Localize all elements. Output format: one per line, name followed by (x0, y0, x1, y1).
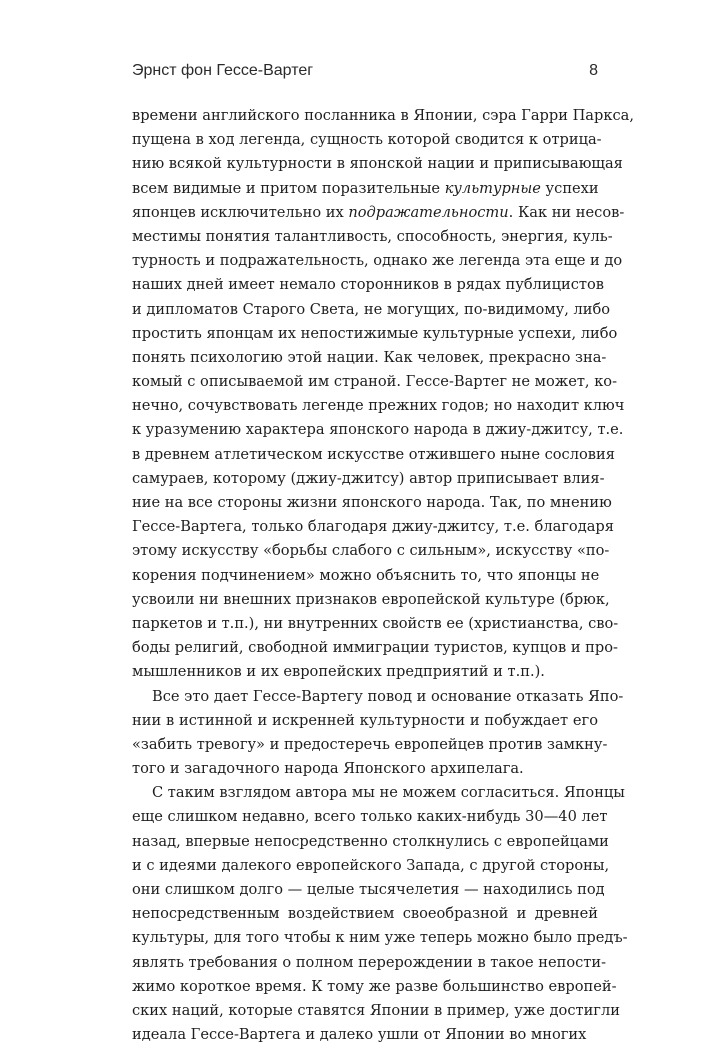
emphasis-text: подражательности (348, 203, 509, 221)
text-line: комый с описываемой им страной. Гессе-Вартег не может, ко- (132, 373, 618, 391)
text-line: и с идеями далекого европейского Запада, с другой стороны, (132, 856, 610, 874)
page-number: 8 (589, 62, 598, 79)
text-line: они слишком долго — целые тысячелетия — находились под (132, 881, 605, 898)
text-line: наших дней имеет немало сторонников в рядах публицистов (132, 276, 605, 294)
text-line: нию всякой культурности в японской нации и приписывающая (132, 155, 623, 173)
text-line: местимы понятия талантливость, способность, энергия, куль- (132, 227, 613, 245)
text-line: С таким взглядом автора мы не можем согласиться. Японцы (152, 784, 625, 802)
text-line: турность и подражательность, однако же легенда эта еще и до (132, 252, 623, 270)
text-line: ских наций, которые ставятся Японии в пример, уже достигли (132, 1001, 620, 1019)
text-line: к уразумению характера японского народа в джиу-джитсу, т.е. (132, 421, 624, 439)
text-line: Гессе-Вартега, только благодаря джиу-джитсу, т.е. благодаря (132, 518, 614, 536)
paragraph (132, 685, 624, 782)
text-line: того и загадочного народа Японского архипелага. (132, 760, 524, 778)
text-line: культуры, для того чтобы к ним уже теперь можно было предъ- (132, 929, 628, 947)
emphasis-text: культурные (444, 179, 541, 197)
text-line: времени английского посланника в Японии, сэра Гарри Паркса, (132, 107, 634, 124)
author-name: Эрнст фон Гессе-Вартег (132, 62, 314, 79)
text-line: непосредственным воздействием своеобразной и древней (132, 905, 598, 923)
text-run: японцев исключительно их (132, 203, 349, 221)
text-line: назад, впервые непосредственно столкнулись с европейцами (132, 832, 609, 850)
text-line: являть требования о полном перерождении в такое непости- (132, 953, 607, 971)
text-line (132, 201, 625, 225)
paragraph (132, 104, 634, 685)
text-line: корения подчинением» можно объяснить то, что японцы не (132, 566, 600, 584)
text-line: ние на все стороны жизни японского народа. Так, по мнению (132, 494, 612, 511)
text-line: нии в истинной и искренней культурности и побуждает его (132, 711, 598, 729)
text-line: «забить тревогу» и предостеречь европейцев против замкну- (132, 735, 608, 753)
text-line: Все это дает Гессе-Вартегу повод и основание отказать Япо- (152, 687, 624, 705)
text-line: и дипломатов Старого Света, не могущих, по-видимому, либо (132, 300, 611, 318)
text-line: самураев, которому (джиу-джитсу) автор приписывает влия- (132, 469, 605, 487)
text-line: понять психологию этой нации. Как человек, прекрасно зна- (132, 348, 607, 366)
text-line (132, 177, 598, 201)
text-line: боды религий, свободной иммиграции туристов, купцов и про- (132, 639, 618, 657)
text-run: успехи (540, 179, 599, 197)
body-text (132, 104, 634, 1047)
text-line: пущена в ход легенда, сущность которой сводится к отрица- (132, 131, 602, 149)
text-line: нечно, сочувствовать легенде прежних годов; но находит ключ (132, 397, 625, 415)
text-line: усвоили ни внешних признаков европейской культуре (брюк, (132, 590, 610, 608)
text-line: в древнем атлетическом искусстве отжившего ныне сословия (132, 445, 615, 463)
text-line: простить японцам их непостижимые культурные успехи, либо (132, 324, 618, 342)
running-header (132, 62, 598, 86)
text-line: паркетов и т.п.), ни внутренних свойств ее (христианства, сво- (132, 614, 619, 632)
text-line: этому искусству «борьбы слабого с сильным», искусству «по- (132, 542, 610, 560)
text-run: . Как ни несов- (508, 203, 625, 221)
text-line: еще слишком недавно, всего только каких-нибудь 30—40 лет (132, 808, 608, 826)
text-line: идеала Гессе-Вартега и далеко ушли от Японии во многих (132, 1026, 587, 1044)
text-run: всем видимые и притом поразительные (132, 179, 445, 197)
text-line: жимо короткое время. К тому же разве большинство европей- (132, 977, 617, 995)
paragraph (132, 781, 628, 1047)
text-line: мышленников и их европейских предприятий и т.п.). (132, 663, 545, 681)
